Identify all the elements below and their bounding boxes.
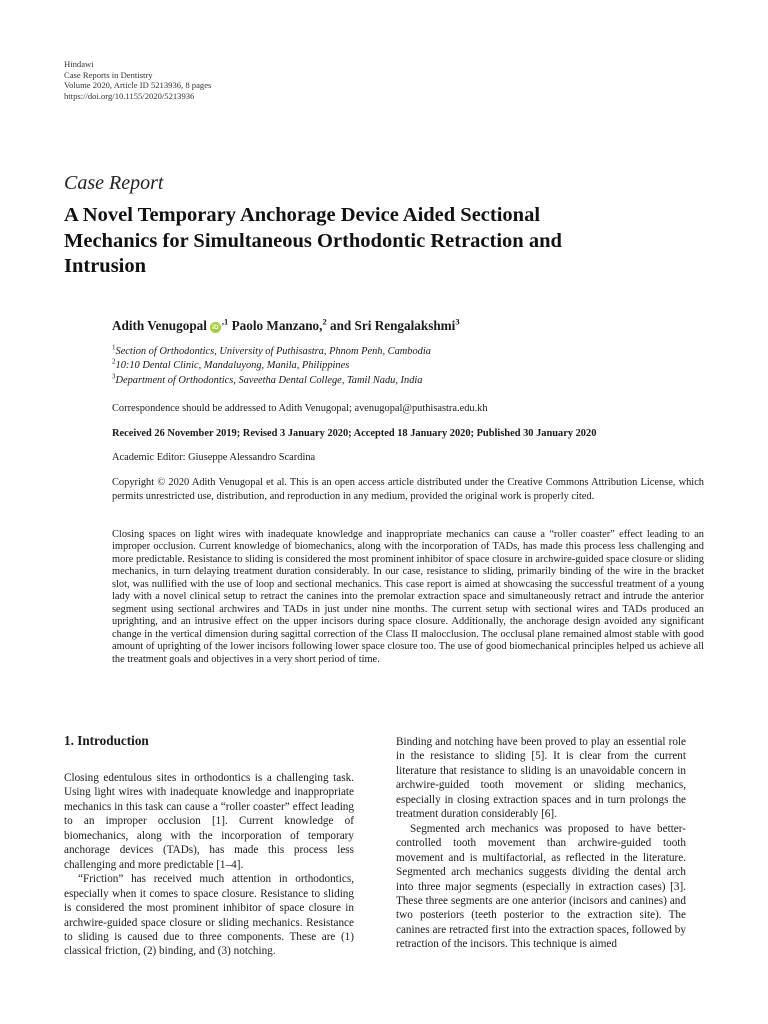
affiliation-number: 3 (112, 372, 116, 381)
volume-info: Volume 2020, Article ID 5213936, 8 pages (64, 80, 212, 91)
article-type: Case Report (64, 172, 164, 194)
copyright-notice: Copyright © 2020 Adith Venugopal et al. This is an open access article distributed under the Creative Commons Attribution License, which permits unrestricted use, distribution, and reproduction in any medium, provided the original work is properly cited. (112, 477, 704, 502)
publication-dates: Received 26 November 2019; Revised 3 January 2020; Accepted 18 January 2020; Published 30 January 2020 (112, 428, 597, 439)
paragraph: Segmented arch mechanics was proposed to have better-controlled tooth movement than archwire-guided tooth movement and is multifactorial, as reflected in the literature. Segmented arch mechanics suggests dividing the dental arch into three major segments (especially in extraction cases) [3]. These three segments are one anterior (incisors and canines) and two posteriors (teeth posterior to the extraction site). The canines are retracted first into the extraction spaces, followed by retraction of the incisors. This technique is aimed (396, 822, 686, 951)
author-2[interactable]: Paolo Manzano, (228, 318, 323, 333)
publisher-name: Hindawi (64, 59, 94, 69)
body-column-left (64, 733, 354, 959)
affiliation-2 (112, 359, 431, 373)
affiliation-1 (112, 345, 431, 359)
doi-link[interactable]: https://doi.org/10.1155/2020/5213936 (64, 90, 195, 101)
author-3-affil: 3 (455, 316, 460, 327)
author-1-affil: ,1 (221, 316, 229, 327)
author-1[interactable]: Adith Venugopal (112, 318, 207, 333)
affiliation-text: Department of Orthodontics, Saveetha Dental College, Tamil Nadu, India (115, 374, 423, 386)
author-2-affil: 2 (322, 316, 327, 327)
affiliation-number: 1 (112, 343, 116, 352)
article-title: A Novel Temporary Anchorage Device Aided Sectional Mechanics for Simultaneous Orthodontic Retraction and Intrusion (64, 204, 562, 277)
paragraph: “Friction” has received much attention in orthodontics, especially when it comes to space closure. Resistance to sliding is considered the most prominent inhibitor of space closure in archwire-guided space closure or sliding mechanics. Resistance to sliding is caused due to three components. These are (1) classical friction, (2) binding, and (3) notching. (64, 873, 354, 958)
correspondence-note: Correspondence should be addressed to Adith Venugopal; avenugopal@puthisastra.edu.kh (112, 403, 488, 414)
paragraph: Closing edentulous sites in orthodontics is a challenging task. Using light wires with inadequate knowledge and inappropriate mechanics in this task can cause a “roller coaster” effect leading to an improper occlusion [1]. Current knowledge of biomechanics, along with the incorporation of temporary anchorage devices (TADs), has made this process less challenging and more predictable [1–4]. (64, 772, 354, 871)
academic-editor: Academic Editor: Giuseppe Alessandro Scardina (112, 452, 316, 463)
paragraph: Binding and notching have been proved to play an essential role in the resistance to sliding [5]. It is clear from the current literature that resistance to sliding is an unavoidable concern in archwire-guided tooth movement or sliding mechanics, especially in closing extraction spaces and in turn prolongs the treatment duration considerably [6]. (396, 736, 686, 821)
affiliation-text: 10:10 Dental Clinic, Mandaluyong, Manila, Philippines (115, 360, 350, 372)
abstract: Closing spaces on light wires with inadequate knowledge and inappropriate mechanics can cause a “roller coaster” effect leading to an improper occlusion. Current knowledge of biomechanics, along with the incorporation of TADs, has made this process less challenging and more predictable. Resistance to sliding is considered the most prominent inhibitor of space closure in archwire-guided space closure or sliding mechanics, in turn delaying treatment duration considerably. In our case, resistance to sliding, primarily binding of the wire in the bracket slot, was nullified with the use of loop and sectional mechanics. This case report is aimed at showcasing the successful treatment of a young lady with a novel clinical setup to retract the canines into the premolar extraction space and simultaneously retract and intrude the anterior segment using sectional archwires and TADs in just under nine months. The current setup with sectional wires and TADs produced an uprighting, and an intrusive effect on the upper incisors during space closure. Additionally, the anchorage design avoided any significant change in the vertical dimension during sagittal correction of the Class II malocclusion. The occlusal plane remained almost stable with good amount of uprighting of the lower incisors following lower space closure too. The use of good biomechanical principles helped us achieve all the treatment goals and objectives in a very short period of time. (112, 529, 704, 665)
author-3[interactable]: and Sri Rengalakshmi (326, 318, 456, 333)
author-list (112, 318, 460, 334)
section-heading: 1. Introduction (64, 733, 149, 748)
orcid-icon[interactable]: iD (210, 322, 221, 333)
affiliation-3 (112, 374, 431, 388)
affiliation-number: 2 (112, 357, 116, 366)
affiliations (112, 345, 431, 388)
body-column-right (396, 735, 686, 952)
journal-name: Case Reports in Dentistry (64, 69, 153, 80)
affiliation-text: Section of Orthodontics, University of Puthisastra, Phnom Penh, Cambodia (115, 346, 431, 357)
journal-metadata (64, 59, 211, 101)
